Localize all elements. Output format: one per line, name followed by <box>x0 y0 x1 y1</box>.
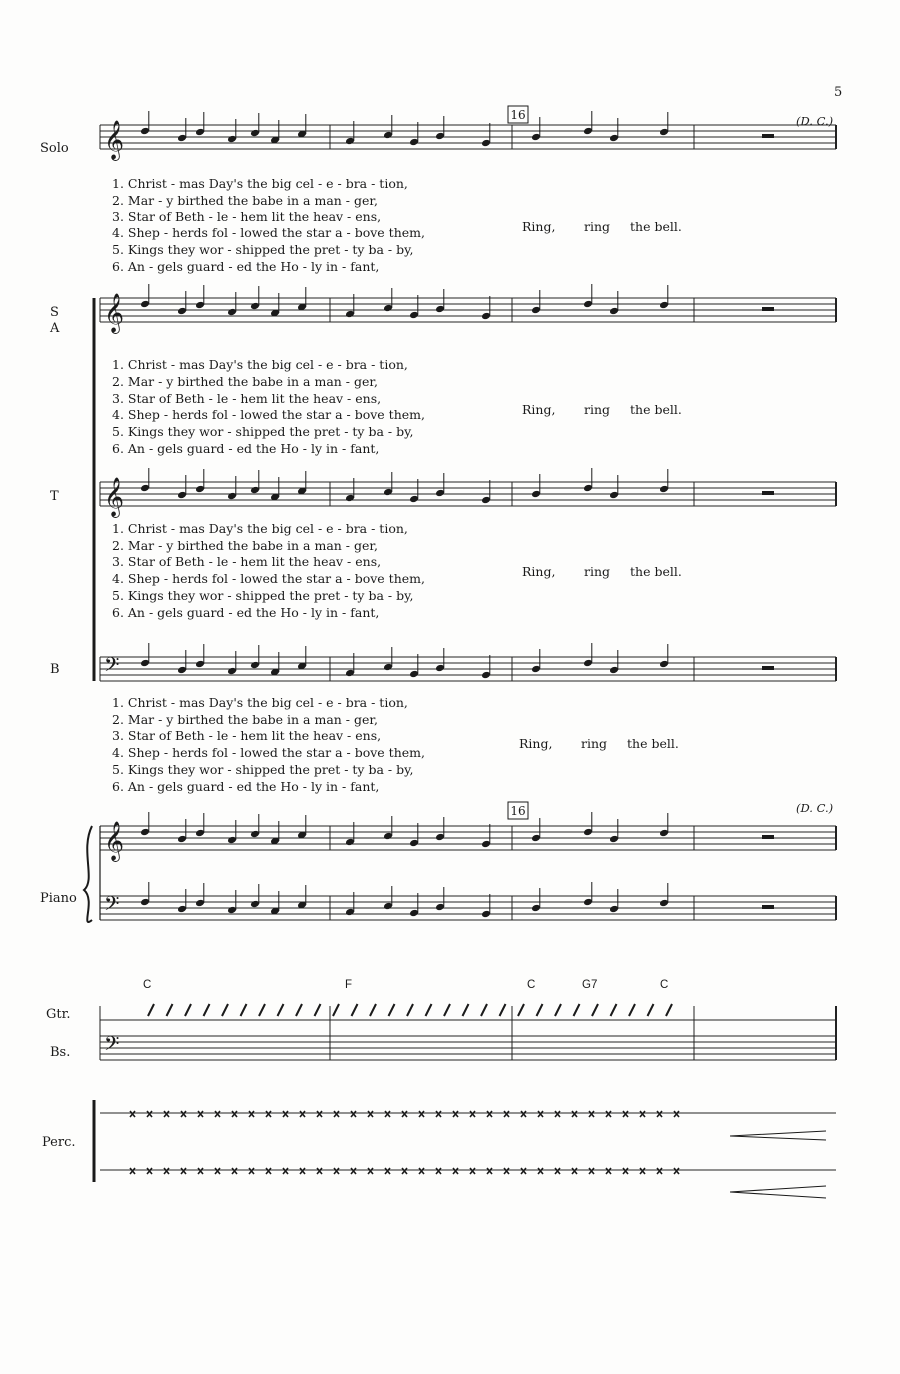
whole-rest <box>762 666 774 670</box>
label-alto: A <box>50 321 60 336</box>
guitar-slash <box>592 1004 598 1016</box>
lyric-line: 1. Christ - mas Day's the big cel - e - bra - tion, <box>112 521 408 536</box>
guitar-slash <box>148 1004 154 1016</box>
lyric-line: 6. An - gels guard - ed the Ho - ly in - fant, <box>112 259 380 274</box>
rehearsal-mark-piano-label: 16 <box>510 804 526 818</box>
decrescendo-hairpin <box>730 1186 826 1198</box>
whole-rest <box>762 307 774 311</box>
guitar-slash <box>185 1004 191 1016</box>
lyric-line: 1. Christ - mas Day's the big cel - e - bra - tion, <box>112 695 408 710</box>
guitar-slash <box>426 1004 432 1016</box>
refrain-bell: the bell. <box>630 402 682 417</box>
decrescendo-hairpin <box>730 1131 826 1140</box>
refrain-ring: Ring, <box>522 219 556 234</box>
lyric-line: 5. Kings they wor - shipped the pret - ty ba - by, <box>112 242 414 257</box>
whole-rest <box>762 491 774 495</box>
label-bass: B <box>50 662 60 677</box>
refrain-bell: the bell. <box>630 219 682 234</box>
lyric-line: 6. An - gels guard - ed the Ho - ly in - fant, <box>112 605 380 620</box>
treble-clef-icon: 𝄞 <box>104 293 125 333</box>
label-piano: Piano <box>40 891 77 906</box>
label-bass-guitar: Bs. <box>50 1045 71 1060</box>
rehearsal-mark-top-label: 16 <box>510 108 526 122</box>
guitar-slash <box>666 1004 672 1016</box>
guitar-slash <box>481 1004 487 1016</box>
treble-clef-icon: 𝄞 <box>104 120 125 160</box>
lyric-line: 3. Star of Beth - le - hem lit the heav - ens, <box>112 391 382 406</box>
lyric-line: 5. Kings they wor - shipped the pret - ty ba - by, <box>112 762 414 777</box>
guitar-slash <box>537 1004 543 1016</box>
guitar-slash <box>611 1004 617 1016</box>
lyric-line: 2. Mar - y birthed the babe in a man - ger, <box>112 193 378 208</box>
chord-2: F <box>345 979 353 991</box>
lyric-line: 5. Kings they wor - shipped the pret - ty ba - by, <box>112 588 414 603</box>
lyric-line: 6. An - gels guard - ed the Ho - ly in - fant, <box>112 779 380 794</box>
guitar-slash <box>574 1004 580 1016</box>
refrain-ring: Ring, <box>519 736 553 751</box>
rehearsal-mark-piano <box>508 802 528 819</box>
dc-marking-top: (D. C.) <box>796 114 834 128</box>
guitar-slash <box>296 1004 302 1016</box>
bass-clef-icon: 𝄢 <box>104 653 120 681</box>
refrain-ring: Ring, <box>522 402 556 417</box>
lyric-line: 4. Shep - herds fol - lowed the star a - bove them, <box>112 571 425 586</box>
guitar-slash <box>463 1004 469 1016</box>
lyric-line: 2. Mar - y birthed the babe in a man - ger, <box>112 538 378 553</box>
label-guitar: Gtr. <box>46 1007 71 1022</box>
label-soprano: S <box>50 305 59 320</box>
lyric-line: 5. Kings they wor - shipped the pret - ty ba - by, <box>112 424 414 439</box>
label-tenor: T <box>50 489 59 504</box>
whole-rest <box>762 905 774 909</box>
label-percussion: Perc. <box>42 1135 76 1150</box>
guitar-slash <box>278 1004 284 1016</box>
lyric-line: 3. Star of Beth - le - hem lit the heav - ens, <box>112 728 382 743</box>
whole-rest <box>762 134 774 138</box>
guitar-slash <box>389 1004 395 1016</box>
lyrics-sa <box>112 357 682 456</box>
bass-clef-icon: 𝄢 <box>104 1032 120 1060</box>
lyrics-solo <box>112 176 682 274</box>
lyric-line: 1. Christ - mas Day's the big cel - e - bra - tion, <box>112 176 408 191</box>
treble-clef-icon: 𝄞 <box>104 821 125 861</box>
whole-rest <box>762 835 774 839</box>
refrain-bell: the bell. <box>627 736 679 751</box>
guitar-slash <box>370 1004 376 1016</box>
lyric-line: 1. Christ - mas Day's the big cel - e - bra - tion, <box>112 357 408 372</box>
refrain-ring2: ring <box>584 219 611 234</box>
refrain-ring2: ring <box>584 402 611 417</box>
guitar-slash <box>500 1004 506 1016</box>
guitar-slash <box>333 1004 339 1016</box>
guitar-slash <box>259 1004 265 1016</box>
guitar-slash <box>167 1004 173 1016</box>
bass-clef-icon: 𝄢 <box>104 892 120 920</box>
lyrics-tenor <box>112 521 682 620</box>
chord-1: C <box>143 979 152 991</box>
treble-clef-icon: 𝄞 <box>104 477 125 517</box>
refrain-ring2: ring <box>581 736 608 751</box>
lyric-line: 3. Star of Beth - le - hem lit the heav - ens, <box>112 554 382 569</box>
guitar-slash <box>444 1004 450 1016</box>
lyric-line: 3. Star of Beth - le - hem lit the heav - ens, <box>112 209 382 224</box>
chord-3: C <box>527 979 536 991</box>
guitar-slash <box>315 1004 321 1016</box>
dc-marking-piano: (D. C.) <box>796 801 834 815</box>
guitar-slash <box>352 1004 358 1016</box>
guitar-slash <box>648 1004 654 1016</box>
lyric-line: 4. Shep - herds fol - lowed the star a - bove them, <box>112 407 425 422</box>
chord-5: C <box>660 979 669 991</box>
page-number: 5 <box>834 85 843 100</box>
guitar-slash <box>555 1004 561 1016</box>
guitar-slash <box>204 1004 210 1016</box>
lyric-line: 4. Shep - herds fol - lowed the star a - bove them, <box>112 225 425 240</box>
guitar-slash <box>241 1004 247 1016</box>
rehearsal-mark-top <box>508 106 528 123</box>
refrain-ring2: ring <box>584 564 611 579</box>
guitar-slash <box>222 1004 228 1016</box>
chord-4: G7 <box>582 979 598 991</box>
guitar-slash <box>407 1004 413 1016</box>
staff-lines <box>84 120 836 1182</box>
refrain-bell: the bell. <box>630 564 682 579</box>
label-solo: Solo <box>40 141 69 156</box>
lyrics-bass <box>112 695 679 794</box>
lyric-line: 4. Shep - herds fol - lowed the star a - bove them, <box>112 745 425 760</box>
lyric-line: 6. An - gels guard - ed the Ho - ly in - fant, <box>112 441 380 456</box>
lyric-line: 2. Mar - y birthed the babe in a man - ger, <box>112 374 378 389</box>
guitar-slash <box>629 1004 635 1016</box>
piano-brace <box>84 826 92 922</box>
refrain-ring: Ring, <box>522 564 556 579</box>
notation-marks <box>130 111 826 1198</box>
guitar-slash <box>518 1004 524 1016</box>
lyric-line: 2. Mar - y birthed the babe in a man - ger, <box>112 712 378 727</box>
